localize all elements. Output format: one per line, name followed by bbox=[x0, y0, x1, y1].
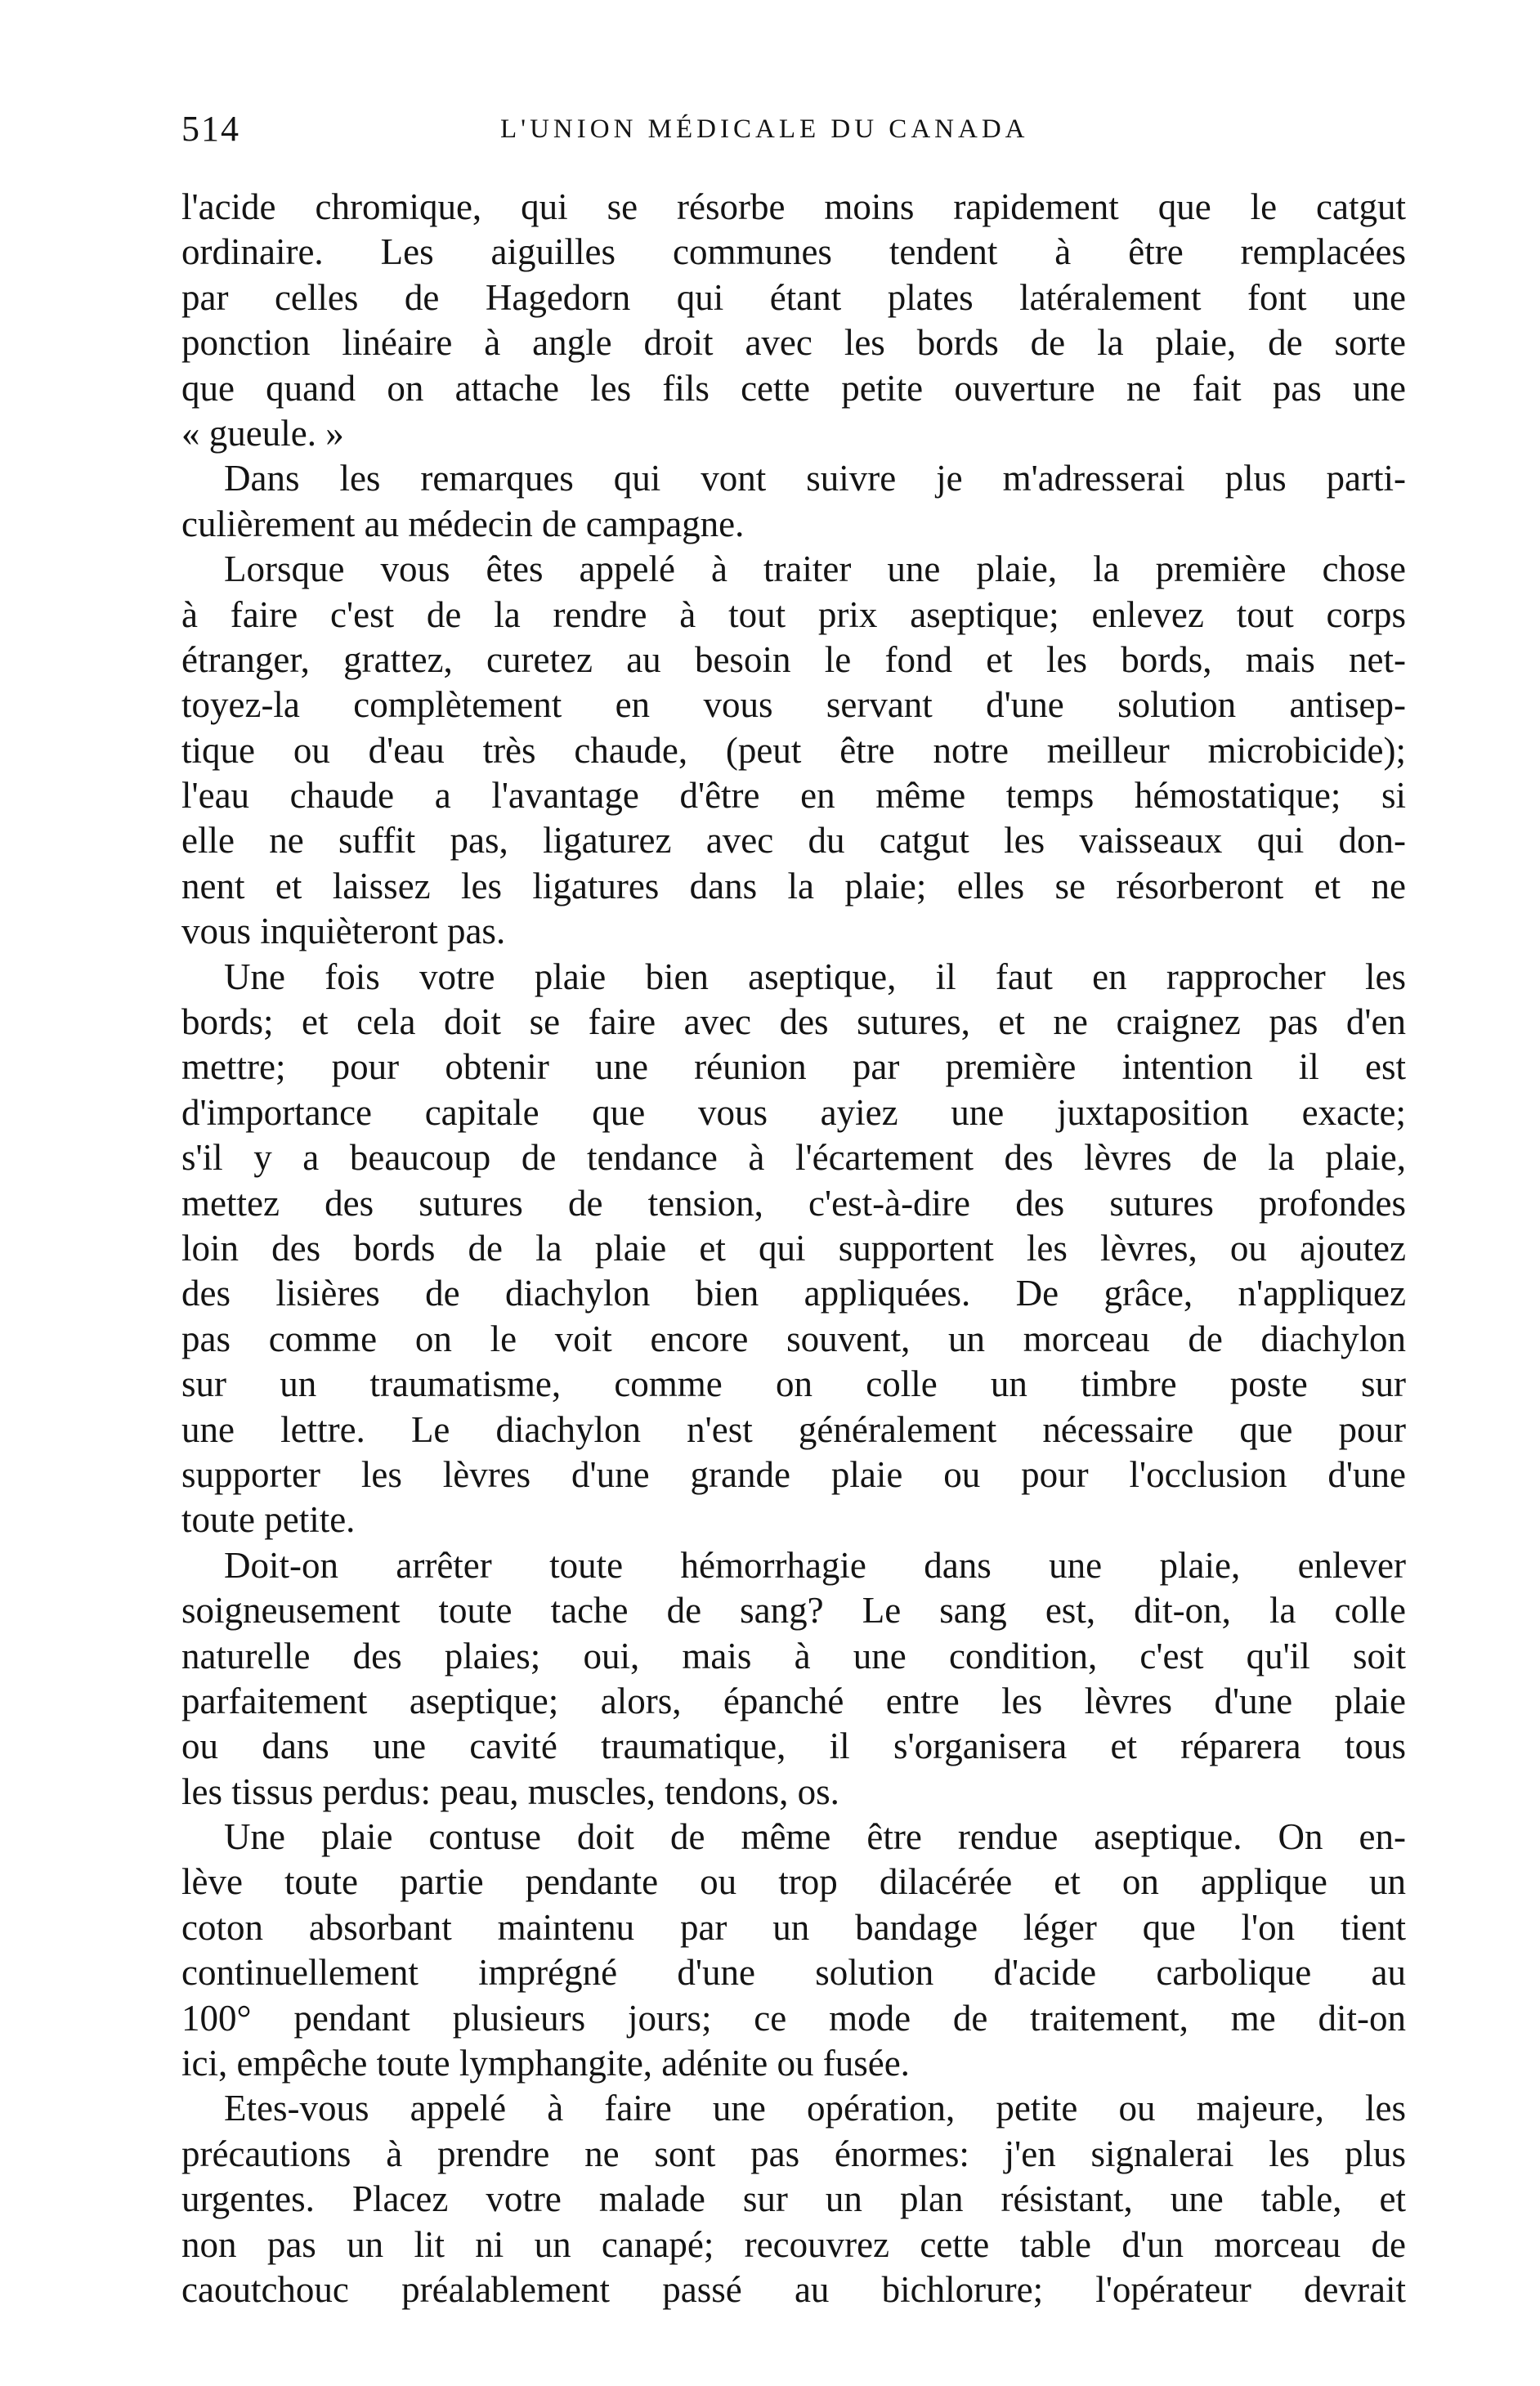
text-line: toute petite. bbox=[181, 1499, 356, 1541]
text-line: les tissus perdus: peau, muscles, tendons, os. bbox=[181, 1770, 839, 1812]
text-line: Doit-on arrêter toute hémorrhagie dans une plaie, enlever bbox=[224, 1544, 1406, 1586]
text-line: soigneusement toute tache de sang? Le sang est, dit-on, la colle bbox=[181, 1590, 1406, 1632]
text-line: elle ne suffit pas, ligaturez avec du catgut les vaisseaux qui don- bbox=[181, 820, 1406, 862]
text-line: une lettre. Le diachylon n'est généralement nécessaire que pour bbox=[181, 1408, 1406, 1450]
text-line: des lisières de diachylon bien appliquées. De grâce, n'appliquez bbox=[181, 1273, 1406, 1314]
text-line: « gueule. » bbox=[181, 412, 344, 454]
text-line: Une fois votre plaie bien aseptique, il faut en rapprocher les bbox=[224, 956, 1406, 997]
text-line: coton absorbant maintenu par un bandage léger que l'on tient bbox=[181, 1906, 1406, 1948]
text-line: continuellement imprégné d'une solution d'acide carbolique au bbox=[181, 1952, 1406, 1994]
text-line: toyez-la complètement en vous servant d'une solution antisep- bbox=[181, 684, 1406, 726]
text-line: parfaitement aseptique; alors, épanché entre les lèvres d'une plaie bbox=[181, 1680, 1406, 1721]
text-line: bords; et cela doit se faire avec des sutures, et ne craignez pas d'en bbox=[181, 1001, 1406, 1043]
text-line: par celles de Hagedorn qui étant plates latéralement font une bbox=[181, 276, 1406, 318]
text-line: urgentes. Placez votre malade sur un plan résistant, une table, et bbox=[181, 2178, 1406, 2220]
text-line: ou dans une cavité traumatique, il s'organisera et réparera tous bbox=[181, 1726, 1406, 1767]
text-line: supporter les lèvres d'une grande plaie ou pour l'occlusion d'une bbox=[181, 1453, 1406, 1495]
text-line: Une plaie contuse doit de même être rendue aseptique. On en- bbox=[224, 1816, 1406, 1858]
page-header bbox=[181, 105, 1406, 154]
page-number: 514 bbox=[181, 109, 240, 149]
text-line: vous inquièteront pas. bbox=[181, 911, 506, 952]
text-line: à faire c'est de la rendre à tout prix aseptique; enlevez tout corps bbox=[181, 593, 1406, 635]
text-line: s'il y a beaucoup de tendance à l'écartement des lèvres de la plaie, bbox=[181, 1137, 1406, 1179]
text-line: mettre; pour obtenir une réunion par première intention il est bbox=[181, 1046, 1406, 1088]
text-line: 100° pendant plusieurs jours; ce mode de traitement, me dit-on bbox=[181, 1997, 1406, 2039]
text-line: étranger, grattez, curetez au besoin le fond et les bords, mais net- bbox=[181, 638, 1406, 680]
text-line: que quand on attache les fils cette petite ouverture ne fait pas une bbox=[181, 367, 1406, 409]
text-line: tique ou d'eau très chaude, (peut être notre meilleur microbicide); bbox=[181, 729, 1406, 771]
text-line: précautions à prendre ne sont pas énormes: j'en signalerai les plus bbox=[181, 2133, 1406, 2174]
text-line: non pas un lit ni un canapé; recouvrez cette table d'un morceau de bbox=[181, 2223, 1406, 2265]
text-line: naturelle des plaies; oui, mais à une condition, c'est qu'il soit bbox=[181, 1635, 1406, 1676]
text-line: ordinaire. Les aiguilles communes tendent à être remplacées bbox=[181, 231, 1406, 273]
text-line: l'acide chromique, qui se résorbe moins rapidement que le catgut bbox=[181, 186, 1406, 227]
text-line: d'importance capitale que vous ayiez une juxtaposition exacte; bbox=[181, 1091, 1406, 1133]
text-line: lève toute partie pendante ou trop dilacérée et on applique un bbox=[181, 1861, 1406, 1903]
text-line: l'eau chaude a l'avantage d'être en même temps hémostatique; si bbox=[181, 775, 1406, 817]
text-line: Lorsque vous êtes appelé à traiter une plaie, la première chose bbox=[224, 548, 1406, 590]
text-line: ponction linéaire à angle droit avec les bords de la plaie, de sorte bbox=[181, 322, 1406, 364]
text-line: caoutchouc préalablement passé au bichlorure; l'opérateur devrait bbox=[181, 2268, 1406, 2310]
text-line: ici, empêche toute lymphangite, adénite ou fusée. bbox=[181, 2043, 910, 2084]
text-line: sur un traumatisme, comme on colle un timbre poste sur bbox=[181, 1363, 1406, 1405]
running-title: L'UNION MÉDICALE DU CANADA bbox=[500, 114, 1029, 144]
body-text bbox=[181, 185, 1406, 2312]
text-line: pas comme on le voit encore souvent, un morceau de diachylon bbox=[181, 1318, 1406, 1359]
text-line: loin des bords de la plaie et qui supportent les lèvres, ou ajoutez bbox=[181, 1227, 1406, 1269]
text-line: nent et laissez les ligatures dans la plaie; elles se résorberont et ne bbox=[181, 865, 1406, 907]
text-line: Dans les remarques qui vont suivre je m'adresserai plus parti- bbox=[224, 458, 1406, 499]
text-line: mettez des sutures de tension, c'est-à-dire des sutures profondes bbox=[181, 1182, 1406, 1224]
text-line: culièrement au médecin de campagne. bbox=[181, 503, 745, 544]
text-line: Etes-vous appelé à faire une opération, petite ou majeure, les bbox=[224, 2088, 1406, 2129]
